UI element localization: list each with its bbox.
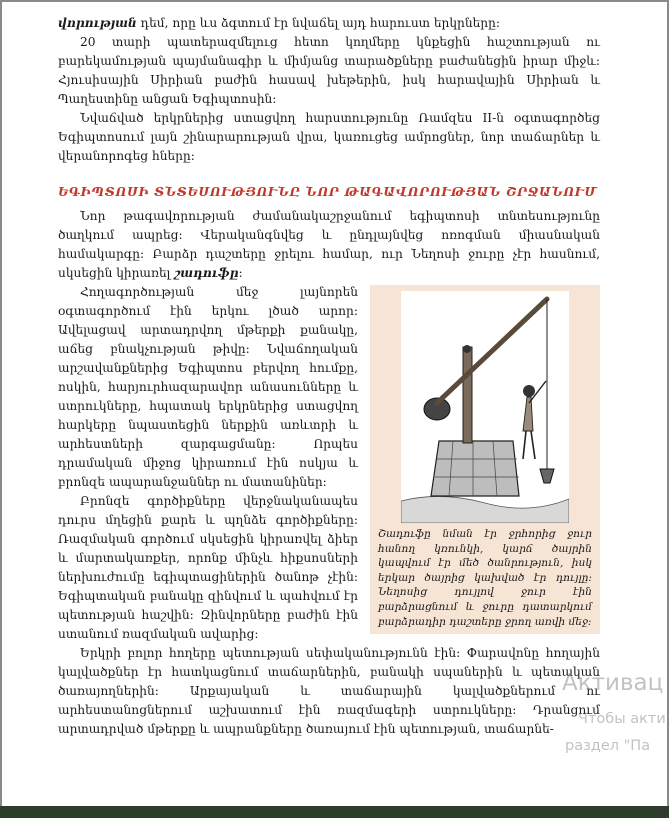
- paragraph-intro: [58, 207, 600, 283]
- document-page: [58, 14, 600, 739]
- figure-caption: Շադուֆը նման էր ջրհորից ջուր հանող կռունկի, կարճ ծայրին կապվում էր մեծ ծանրություն, իսկ երկար ծայրից կախված էր դույլը: Նեղոսից դույլով ջուր էին բարձրացնում և ջուրը դատարկում բարձրադիր դաշտերը ջրող առվի մեջ:: [378, 528, 592, 628]
- intro-end: :: [238, 266, 243, 280]
- paragraph-1-text: դեմ, որը ևս ձգտում էր նվաճել այդ հարուստ երկրները:: [136, 16, 500, 30]
- paragraph-3: Նվաճված երկրներից ստացվող հարստությունը Ռամզես II-ն օգտագործեց Եգիպտոսում լայն շինարարության վրա, կառուցեց ամրոցներ, նոր տաճարներ և վերանորոգեց հները:: [58, 111, 600, 163]
- intro-text: Նոր թագավորության ժամանակաշրջանում եգիպտոսի տնտեսությունը ծաղկում ապրեց: Վերականգնվեց և ընդլայնվեց ոռոգման միասնական համակարգը: Բարձր դաշտերը ջրելու համար, ուր Նեղոսի ջուրը չէր հասնում, սկսեցին կիրառել: [58, 209, 600, 280]
- activation-watermark-line2: Чтобы акти: [578, 711, 666, 727]
- paragraph-bronze: Բրոնզե գործիքները վերջնականապես դուրս մղեցին քարե և պղնձե գործիքները: Ռազմական գործում սկսեցին կիրառվել ձիեր և մարտակառքեր, որոնք մինչև հիքսոսների ներխուժումը եգիպտացիներին ծանոթ չէին: Եգիպտական բանակը զինվում և պահվում էր պետության հաշվին: Զինվորները բաժին էին ստանում ռազմական ավարից:: [58, 494, 358, 641]
- activation-watermark-line3: раздел "Па: [565, 738, 651, 754]
- shaduf-illustration: [401, 291, 569, 523]
- paragraph-1: [58, 14, 600, 33]
- activation-watermark-title: Активац: [562, 670, 664, 696]
- bold-word: վորության: [58, 16, 137, 30]
- shaduf-term: շադուֆը: [174, 266, 239, 280]
- bottom-bar: [0, 806, 669, 818]
- paragraph-land: Հողագործության մեջ լայնորեն օգտագործում էին երկու լծած արոր: Ավելացավ արտադրվող մթերքի քանակը, աճեց բնակչության թիվը: Նվաճողական արշավանքներից Եգիպտոս բերվող հումքը, ոսկին, հարյուրհազարավոր անասունները և ստրուկները, հպատակ երկրներից ստացվող հարկերը նպաստեցին ներքին առևտրի և արհեստների զարգացմանը: Որպես դրամական միջոց կիրառում էին ոսկյա և բրոնզե ապարանջաններ ու մատանիներ:: [58, 285, 358, 489]
- paragraph-2: 20 տարի պատերազմելուց հետո կողմերը կնքեցին հաշտության ու բարեկամության պայմանագիր և միմյանց տարածքները բաժանեցին իրար միջև: Հյուսիսային Սիրիան բաժին հասավ խեթերին, իսկ հարավային Սիրիան և Պաղեստինը անցան Եգիպտոսին:: [58, 35, 600, 106]
- section-heading: ԵԳԻՊՏՈՍԻ ՏՆՏԵՍՈՒԹՅՈՒՆԸ ՆՈՐ ԹԱԳԱՎՈՐՈՒԹՅԱՆ ՇՐՋԱՆՈՒՄ: [58, 184, 598, 199]
- shaduf-figure: [370, 285, 600, 634]
- paragraph-land-ownership: Երկրի բոլոր հողերը պետության սեփականությունն էին: Փարավոնը հողային կալվածքներ էր հատկացնում տաճարներին, բանակի սպաներին և պետական ծառայողներին: Արքայական և տաճարային կալվածքներում ու արհեստանոցներում աշխատում էին ռազմագերի ստրուկները: Դրանցում արտադրված մթերքը և ապրանքները ծառայում էին պետության, տաճարնե-: [58, 646, 600, 736]
